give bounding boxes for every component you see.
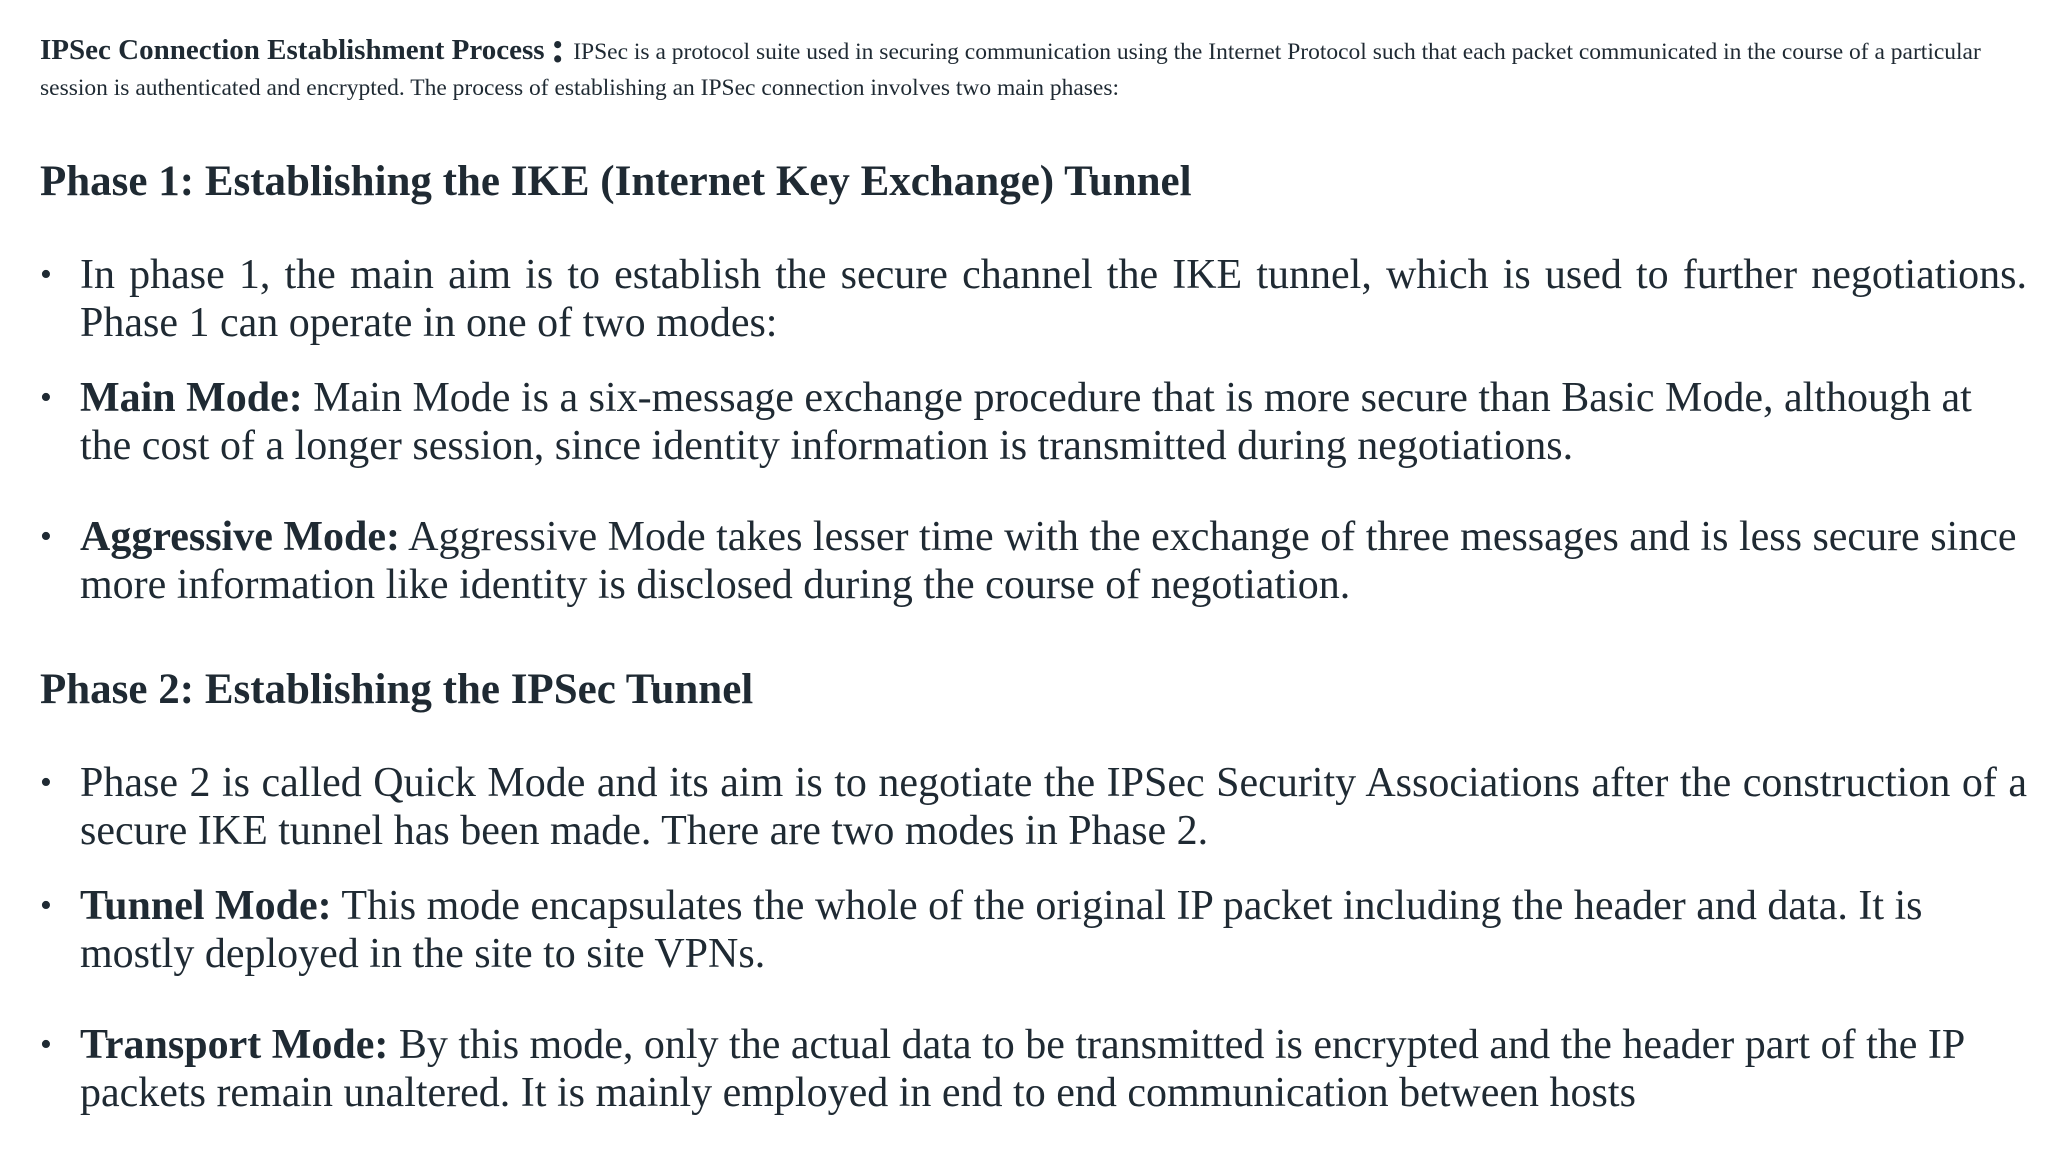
item-text: Main Mode is a six-message exchange procedure that is more secure than Basic Mode, although at the cost of a longer session, since identity information is transmitted during negotiations. <box>80 375 1972 469</box>
bullet-icon: • <box>40 256 52 293</box>
list-item <box>40 882 2027 978</box>
bullet-icon: • <box>40 1026 52 1063</box>
list-item <box>40 513 2027 609</box>
item-text: By this mode, only the actual data to be transmitted is encrypted and the header part of the IP packets remain unaltered. It is mainly employed in end to end communication between hosts <box>80 1022 1964 1116</box>
list-item <box>40 251 2027 347</box>
item-label: Main Mode: <box>80 375 303 421</box>
phase1-list <box>40 251 2027 609</box>
title-colon: : <box>550 23 566 72</box>
list-item <box>40 374 2027 470</box>
bullet-icon: • <box>40 379 52 416</box>
intro-paragraph <box>40 23 2008 106</box>
item-label: Transport Mode: <box>80 1022 389 1068</box>
bullet-icon: • <box>40 887 52 924</box>
item-text: Phase 2 is called Quick Mode and its aim is to negotiate the IPSec Security Associations after the construction of a secure IKE tunnel has been made. There are two modes in Phase 2. <box>80 760 2027 854</box>
item-text: Aggressive Mode takes lesser time with the exchange of three messages and is less secure since more information like identity is disclosed during the course of negotiation. <box>80 514 2017 608</box>
list-item <box>40 759 2027 855</box>
bullet-icon: • <box>40 518 52 555</box>
item-label: Aggressive Mode: <box>80 514 400 560</box>
bullet-icon: • <box>40 764 52 801</box>
item-label: Tunnel Mode: <box>80 883 332 929</box>
item-text: This mode encapsulates the whole of the original IP packet including the header and data. It is mostly deployed in the site to site VPNs. <box>80 883 1923 977</box>
document-title: IPSec Connection Establishment Process <box>40 34 545 66</box>
item-text: In phase 1, the main aim is to establish the secure channel the IKE tunnel, which is used to further negotiations. Phase 1 can operate in one of two modes: <box>80 252 2027 346</box>
phase1-heading: Phase 1: Establishing the IKE (Internet Key Exchange) Tunnel <box>40 158 1192 205</box>
phase2-list <box>40 759 2027 1117</box>
phase2-heading: Phase 2: Establishing the IPSec Tunnel <box>40 666 754 713</box>
intro-text: IPSec is a protocol suite used in securing communication using the Internet Protocol such that each packet communicated in the course of a particular session is authenticated and encrypted. The process of establishing an IPSec connection involves two main phases: <box>40 39 1981 101</box>
list-item <box>40 1021 2027 1117</box>
